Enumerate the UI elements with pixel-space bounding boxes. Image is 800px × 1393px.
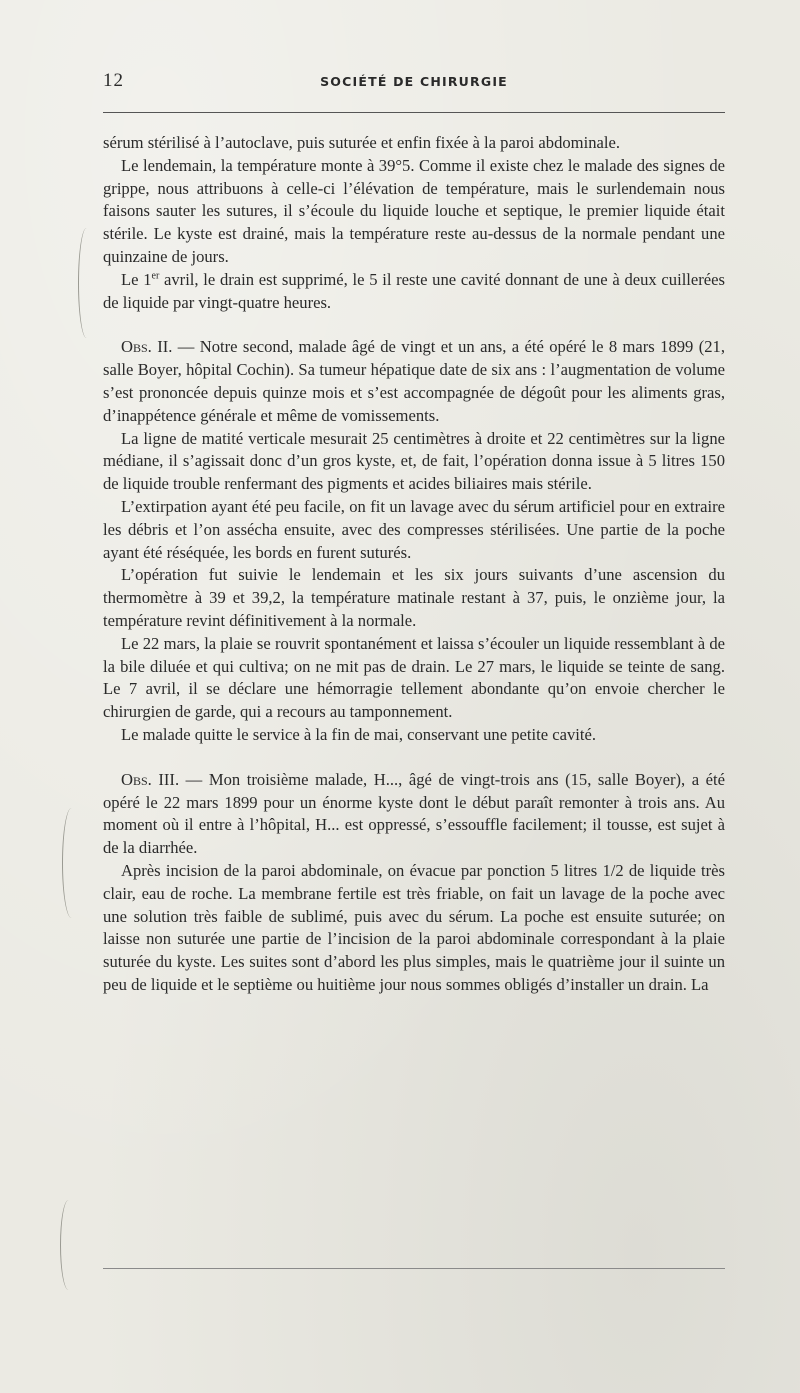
- paragraph-wound-reopened: Le 22 mars, la plaie se rouvrit spontanément et laissa s’écouler un liquide ressemblant à de la bile diluée et qui cultiva; on ne mit pas de drain. Le 27 mars, le liquide se teinte de sang. Le 7 avril, il se déclare une hémorragie tellement abondante qu’on envoie chercher le chirurgien de garde, qui a recours au tamponnement.: [103, 633, 725, 722]
- observation-label: Obs. II.: [121, 337, 173, 357]
- ordinal-superscript: er: [151, 270, 160, 282]
- margin-pencil-mark: [62, 808, 81, 918]
- paragraph-dullness: La ligne de matité verticale mesurait 25 centimètres à droite et 22 centimètres sur la ligne médiane, il s’agissait donc d’un gros kyste, et, de fait, l’opération donna issue à 5 litres 150 de liquide trouble renfermant des pigments et acides biliaires mais stérile.: [103, 428, 725, 494]
- date-text: Le 1: [121, 269, 152, 289]
- footer-rule: [103, 1268, 725, 1269]
- paragraph-drain-removed: [103, 269, 725, 315]
- margin-pencil-mark: [78, 228, 95, 338]
- observation-label: Obs. III.: [121, 769, 180, 789]
- page-header: [103, 70, 725, 96]
- paragraph-text: — Notre second, malade âgé de vingt et un ans, a été opéré le 8 mars 1899 (21, salle Boyer, hôpital Cochin). Sa tumeur hépatique date de six ans : l’augmentation de volume s’est prononcée depuis quinze mois et s’est accompagnée de dégoût pour les aliments gras, d’inappétence générale et même de vomissements.: [103, 337, 725, 425]
- body-text: [103, 132, 725, 997]
- header-rule: [103, 112, 725, 113]
- paragraph-discharge: Le malade quitte le service à la fin de mai, conservant une petite cavité.: [121, 724, 597, 744]
- paragraph-incision: Après incision de la paroi abdominale, on évacue par ponction 5 litres 1/2 de liquide très clair, eau de roche. La membrane fertile est très friable, on fait un lavage de la poche avec une solution très faible de sublimé, puis avec du sérum. La poche est ensuite suturée; on laisse non suturée une partie de l’incision de la paroi abdominale correspondant à la plaie suturée du kyste. Les suites sont d’abord les plus simples, mais le quatrième jour il suinte un peu de liquide et le septième ou huitième jour nous sommes obligés d’installer un drain. La: [103, 860, 725, 994]
- paragraph-fever: Le lendemain, la température monte à 39°5. Comme il existe chez le malade des signes de grippe, nous attribuons à celle-ci l’élévation de température, mais le surlendemain nous faisons sauter les sutures, il s’écoule du liquide louche et septique, le premier liquide était stérile. Le kyste est drainé, mais la température reste au-dessus de la normale pendant une quinzaine de jours.: [103, 155, 725, 266]
- margin-pencil-mark: [60, 1200, 77, 1290]
- paragraph-obs-3: [103, 769, 725, 860]
- paragraph-text: — Mon troisième malade, H..., âgé de vingt-trois ans (15, salle Boyer), a été opéré le 22 mars 1899 pour un énorme kyste dont le début paraît remonter à trois ans. Au moment où il entre à l’hôpital, H... est oppressé, s’essouffle facilement; il tousse, est sujet à de la diarrhée.: [103, 769, 725, 858]
- running-title: SOCIÉTÉ DE CHIRURGIE: [320, 74, 508, 89]
- paragraph-text: avril, le drain est supprimé, le 5 il reste une cavité donnant de une à deux cuillerées de liquide par vingt-quatre heures.: [103, 269, 725, 312]
- page-number: 12: [103, 70, 124, 91]
- paragraph-continued: sérum stérilisé à l’autoclave, puis suturée et enfin fixée à la paroi abdominale.: [103, 133, 620, 152]
- paragraph-obs-2: [103, 336, 725, 427]
- paragraph-extirpation: L’extirpation ayant été peu facile, on fit un lavage avec du sérum artificiel pour en extraire les débris et l’on assécha ensuite, avec des compresses stérilisées. Une partie de la poche ayant été réséquée, les bords en furent suturés.: [103, 496, 725, 562]
- paragraph-operation-followup: L’opération fut suivie le lendemain et les six jours suivants d’une ascension du thermomètre à 39 et 39,2, la température matinale restant à 37, puis, le onzième jour, la température revint définitivement à la normale.: [103, 565, 725, 630]
